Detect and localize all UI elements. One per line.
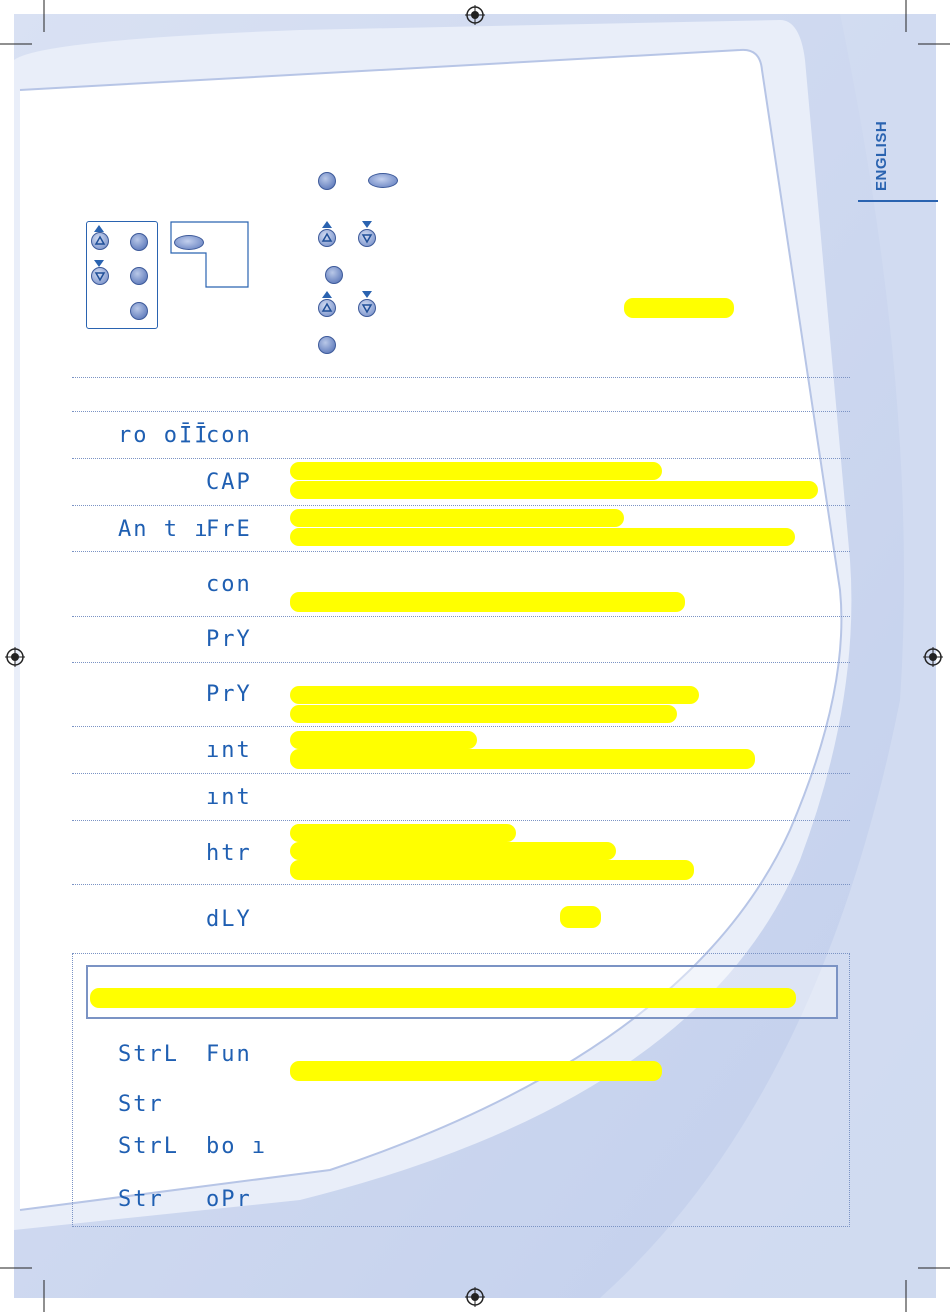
- lower-row-code-2: oPr: [206, 1187, 252, 1212]
- highlight-bar: [290, 705, 677, 723]
- oval-button-icon: [368, 173, 398, 188]
- language-tab: [858, 112, 938, 202]
- registration-mark-icon: [465, 5, 485, 25]
- registration-mark-icon: [465, 1287, 485, 1307]
- table-divider: [72, 505, 850, 506]
- oval-button-icon: [174, 235, 204, 250]
- lower-row-code-2: Fun: [206, 1042, 252, 1067]
- table-row-code-2: ınt: [206, 738, 252, 763]
- highlight-bar: [290, 528, 795, 546]
- highlight-bar: [290, 749, 755, 769]
- highlight-bar: [290, 481, 818, 499]
- round-button-icon: [325, 266, 343, 284]
- table-row-code-2: dLY: [206, 907, 252, 932]
- highlight-bar: [290, 462, 662, 480]
- up-arrow-button-icon: [318, 299, 336, 317]
- table-row-code-2: PrY: [206, 627, 252, 652]
- highlight-bar: [290, 1061, 662, 1081]
- up-arrow-button-icon: [318, 229, 336, 247]
- table-divider: [72, 820, 850, 821]
- down-arrow-button-icon: [358, 229, 376, 247]
- lower-row-code-1: Str: [118, 1092, 164, 1117]
- highlight-bar: [290, 860, 694, 880]
- highlight-bar: [90, 988, 796, 1008]
- table-row-code-2: con: [206, 572, 252, 597]
- keypad-panel-outline: [170, 221, 252, 289]
- up-indicator-icon: [322, 291, 332, 298]
- table-divider: [72, 773, 850, 774]
- highlight-bar: [624, 298, 734, 318]
- round-button-icon: [130, 233, 148, 251]
- table-row-code-2: htr: [206, 841, 252, 866]
- up-indicator-icon: [94, 225, 104, 232]
- lower-row-code-1: StrL: [118, 1134, 179, 1159]
- table-row-code-2: FrE: [206, 517, 252, 542]
- down-arrow-button-icon: [358, 299, 376, 317]
- table-divider: [72, 458, 850, 459]
- highlight-bar: [290, 824, 516, 842]
- down-arrow-button-icon: [91, 267, 109, 285]
- table-divider: [72, 616, 850, 617]
- round-button-icon: [318, 336, 336, 354]
- highlight-bar: [290, 731, 477, 749]
- down-indicator-icon: [362, 221, 372, 228]
- highlight-bar: [290, 592, 685, 612]
- highlight-bar: [560, 906, 601, 928]
- highlight-bar: [290, 509, 624, 527]
- table-divider: [72, 662, 850, 663]
- registration-mark-icon: [5, 647, 25, 667]
- table-divider: [72, 551, 850, 552]
- table-divider: [72, 726, 850, 727]
- round-button-icon: [318, 172, 336, 190]
- round-button-icon: [130, 302, 148, 320]
- table-row-code-1: An t ı: [118, 517, 210, 542]
- table-divider: [72, 884, 850, 885]
- table-row-code-2: PrY: [206, 682, 252, 707]
- table-divider: [72, 411, 850, 412]
- round-button-icon: [130, 267, 148, 285]
- table-row-code-2: con: [206, 423, 252, 448]
- down-indicator-icon: [94, 260, 104, 267]
- up-indicator-icon: [322, 221, 332, 228]
- up-arrow-button-icon: [91, 232, 109, 250]
- table-row-code-2: CAP: [206, 470, 252, 495]
- lower-row-code-1: Str: [118, 1187, 164, 1212]
- table-divider: [72, 377, 850, 378]
- down-indicator-icon: [362, 291, 372, 298]
- table-row-code-1: ro oῙῙ: [118, 423, 210, 448]
- registration-mark-icon: [923, 647, 943, 667]
- highlight-bar: [290, 686, 699, 704]
- table-row-code-2: ınt: [206, 785, 252, 810]
- highlight-bar: [290, 842, 616, 860]
- language-tab-label: ENGLISH: [873, 120, 890, 191]
- lower-row-code-1: StrL: [118, 1042, 179, 1067]
- lower-row-code-2: bo ı: [206, 1134, 267, 1159]
